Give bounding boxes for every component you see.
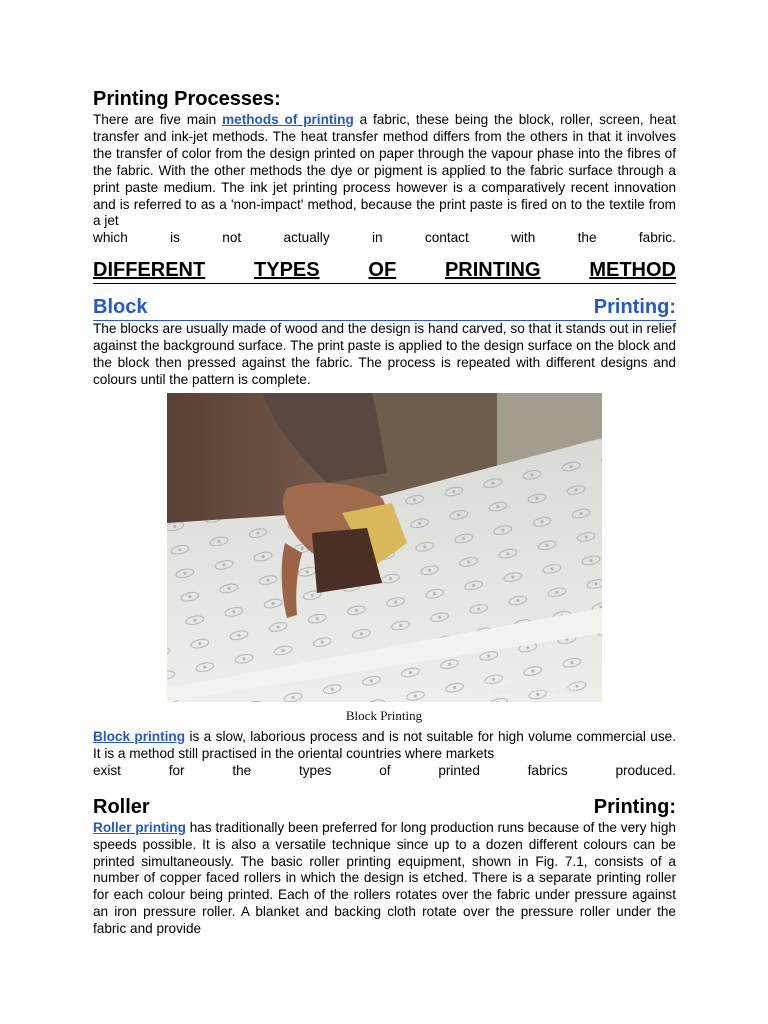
block-printing-heading-link[interactable] bbox=[93, 294, 676, 321]
last-word: fabrics bbox=[527, 762, 568, 778]
heading-word: OF bbox=[368, 259, 397, 282]
last-word: is bbox=[170, 230, 180, 246]
last-word: the bbox=[577, 230, 597, 246]
heading-word: Printing: bbox=[593, 795, 676, 818]
roller-printing-text: has traditionally been preferred for long production runs because of the very high speeds possible. It is also a versatile technique since up to a dozen different colours can be printed simultaneously. The basic roller printing equipment, shown in Fig. 7.1, consists of a number of copper faced rollers in which the design is etched. There is a separate printing roller for each colour being printed. Each of the rollers rotates over the fabric under pressure against an iron pressure roller. A blanket and backing cloth rotate over the pressure roller under the fabric and provide bbox=[93, 819, 676, 937]
last-word: contact bbox=[424, 230, 469, 246]
block-printing-photo bbox=[167, 393, 602, 702]
roller-printing-link[interactable]: Roller printing bbox=[93, 819, 186, 835]
last-word: of bbox=[379, 762, 391, 778]
last-word: produced. bbox=[615, 762, 676, 778]
roller-printing-heading bbox=[93, 794, 676, 820]
heading-word: Block bbox=[93, 296, 148, 319]
last-word: printed bbox=[438, 762, 480, 778]
heading-word: DIFFERENT bbox=[93, 259, 206, 282]
last-word: exist bbox=[93, 762, 121, 778]
last-word: for bbox=[168, 762, 185, 778]
last-word: types bbox=[298, 762, 332, 778]
image-caption: Block Printing bbox=[345, 708, 423, 723]
last-word: actually bbox=[283, 230, 330, 246]
last-word: the bbox=[232, 762, 252, 778]
heading-word: METHOD bbox=[589, 259, 676, 282]
block-printing-paragraph-2 bbox=[93, 729, 676, 763]
block-printing-link[interactable]: Block printing bbox=[93, 729, 186, 744]
paragraph-last-line bbox=[93, 763, 676, 780]
heading-word: Printing: bbox=[593, 296, 676, 319]
last-word: in bbox=[371, 230, 383, 246]
heading-word: PRINTING bbox=[444, 259, 541, 282]
roller-printing-paragraph bbox=[93, 820, 676, 938]
block-printing-text: is a slow, laborious process and is not suitable for high volume commercial use. It is a method still practised in the oriental countries where markets bbox=[93, 729, 676, 761]
printing-processes-heading: Printing Processes: bbox=[93, 88, 281, 110]
intro-continued-text: a fabric, these being the block, roller, screen, heat transfer and ink-jet methods. The heat transfer method differs from the others in that it involves the transfer of color from the design printed on paper through the vapour phase into the fibres of the fabric. With the other methods the dye or pigment is applied to the fabric surface through a print paste medium. The ink jet printing process however is a comparatively recent innovation and is referred to as a 'non-impact' method, because the print paste is fired on to the textile from a jet bbox=[93, 112, 676, 229]
heading-word: Roller bbox=[93, 795, 150, 818]
methods-of-printing-link[interactable]: methods of printing bbox=[222, 112, 354, 127]
last-word: not bbox=[222, 230, 242, 246]
upper-content bbox=[93, 86, 676, 389]
lower-content bbox=[93, 729, 676, 938]
last-word: fabric. bbox=[638, 230, 676, 246]
intro-text: There are five main bbox=[93, 112, 223, 127]
printing-processes-paragraph bbox=[93, 112, 676, 230]
block-printing-paragraph: The blocks are usually made of wood and the design is hand carved, so that it stands out in relief against the background surface. The print paste is applied to the design surface on the block and the block then pressed against the fabric. The process is repeated with different designs and colours until the pattern is complete. bbox=[93, 321, 676, 387]
heading-word: TYPES bbox=[254, 259, 320, 282]
different-types-heading bbox=[93, 257, 676, 284]
last-word: which bbox=[93, 230, 128, 246]
photo-watermark: © Saffron Marigold bbox=[477, 685, 577, 696]
last-word: with bbox=[511, 230, 536, 246]
paragraph-last-line bbox=[93, 230, 676, 247]
